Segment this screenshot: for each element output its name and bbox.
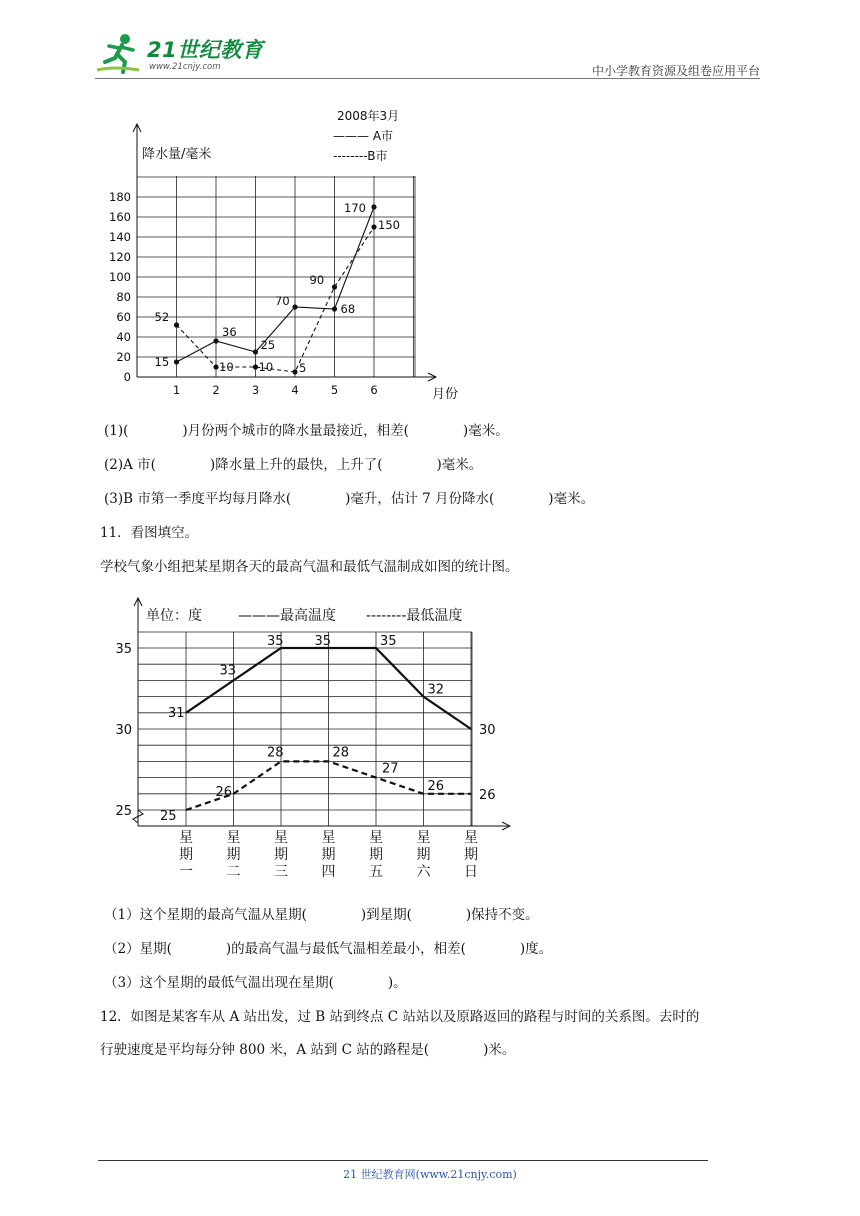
x-tick-label: 4 bbox=[291, 383, 299, 397]
x-tick-label: 三 bbox=[274, 864, 288, 880]
x-tick-label: 五 bbox=[369, 864, 383, 880]
y-tick-label: 30 bbox=[115, 723, 132, 738]
question-12-line1: 12．如图是某客车从 A 站出发，过 B 站到终点 C 站站以及原路返回的路程与时间的关系图。去时的 bbox=[100, 1009, 700, 1025]
x-tick-label: 星 bbox=[179, 830, 193, 846]
x-tick-label: 一 bbox=[179, 864, 193, 880]
data-label: 27 bbox=[382, 761, 399, 777]
header-divider bbox=[95, 78, 760, 79]
rainfall-line-chart bbox=[100, 100, 460, 400]
data-label: 36 bbox=[222, 325, 237, 339]
y-tick-label: 140 bbox=[109, 230, 131, 244]
data-label: 70 bbox=[275, 294, 290, 308]
chart2-unit: 单位：度 bbox=[146, 608, 202, 624]
footer-text: 21 世纪教育网(www.21cnjy.com) bbox=[343, 1168, 517, 1181]
x-tick-label: 5 bbox=[330, 383, 339, 397]
question-11-2: （2）星期( )的最高气温与最低气温相差最小，相差( )度。 bbox=[104, 941, 553, 957]
data-point bbox=[253, 364, 258, 369]
chart2-legend-low: --------最低温度 bbox=[366, 608, 463, 624]
x-tick-label: 星 bbox=[274, 830, 288, 846]
data-point bbox=[253, 349, 258, 354]
x-tick-label: 星 bbox=[416, 830, 431, 846]
data-label: 30 bbox=[479, 723, 496, 738]
data-point bbox=[371, 224, 376, 229]
x-tick-label: 期 bbox=[369, 847, 383, 863]
x-tick-label: 星 bbox=[226, 830, 241, 846]
chart1-data-labels bbox=[155, 201, 400, 375]
question-11-3: （3）这个星期的最低气温出现在星期( )。 bbox=[104, 975, 407, 991]
data-label: 25 bbox=[260, 338, 276, 352]
data-label: 26 bbox=[427, 778, 445, 794]
question-10-2: (2)A 市( )降水量上升的最快，上升了( )毫米。 bbox=[104, 457, 483, 473]
data-label: 52 bbox=[154, 310, 170, 324]
y-tick-label: 40 bbox=[116, 330, 131, 344]
question-12-line2: 行驶速度是平均每分钟 800 米，A 站到 C 站的路程是( )米。 bbox=[100, 1042, 516, 1058]
y-tick-label: 180 bbox=[109, 190, 131, 204]
y-tick-label: 25 bbox=[115, 804, 132, 819]
data-label: 90 bbox=[309, 273, 325, 287]
data-label: 68 bbox=[340, 302, 356, 316]
chart1-ylabel: 降水量/毫米 bbox=[142, 147, 212, 162]
x-tick-label: 日 bbox=[464, 864, 478, 880]
data-label: 35 bbox=[267, 634, 284, 649]
x-tick-label: 期 bbox=[321, 847, 336, 863]
series-line-a bbox=[177, 207, 375, 362]
data-label: 170 bbox=[344, 201, 366, 215]
x-tick-label: 星 bbox=[321, 830, 336, 846]
x-tick-label: 星 bbox=[369, 830, 383, 846]
y-tick-label: 35 bbox=[115, 642, 132, 657]
y-tick-label: 160 bbox=[109, 210, 131, 224]
data-label: 26 bbox=[215, 784, 233, 800]
chart1-xlabel: 月份 bbox=[432, 387, 459, 400]
data-label: 15 bbox=[154, 355, 170, 369]
data-label: 33 bbox=[219, 663, 237, 679]
data-label: 150 bbox=[378, 218, 400, 232]
chart1-title: 2008年3月 bbox=[337, 109, 400, 123]
data-label: 31 bbox=[168, 705, 185, 721]
x-tick-label: 期 bbox=[274, 847, 288, 863]
x-tick-label: 期 bbox=[416, 847, 431, 863]
x-tick-label: 1 bbox=[172, 383, 181, 397]
question-10-3: (3)B 市第一季度平均每月降水( )毫升，估计 7 月份降水( )毫米。 bbox=[104, 491, 595, 507]
chart1-series bbox=[174, 204, 377, 374]
data-point bbox=[213, 338, 218, 343]
y-tick-label: 20 bbox=[116, 350, 131, 364]
data-point bbox=[213, 364, 218, 369]
chart1-tick-labels bbox=[109, 190, 378, 397]
x-tick-label: 3 bbox=[251, 383, 260, 397]
y-tick-label: 0 bbox=[123, 370, 131, 384]
data-label: 26 bbox=[479, 787, 496, 803]
y-tick-label: 120 bbox=[109, 250, 131, 264]
question-10-1: (1)( )月份两个城市的降水量最接近，相差( )毫米。 bbox=[104, 423, 509, 439]
footer-divider bbox=[98, 1160, 708, 1161]
data-point bbox=[332, 284, 337, 289]
data-point bbox=[292, 304, 297, 309]
data-point bbox=[371, 204, 376, 209]
data-label: 28 bbox=[332, 745, 350, 761]
page-header bbox=[95, 30, 760, 80]
x-tick-label: 6 bbox=[370, 383, 378, 397]
data-label: 28 bbox=[267, 745, 284, 761]
temperature-line-chart bbox=[100, 592, 520, 892]
question-11-title: 11．看图填空。 bbox=[100, 525, 199, 541]
data-label: 10 bbox=[258, 360, 274, 374]
data-point bbox=[174, 359, 179, 364]
x-tick-label: 期 bbox=[464, 847, 478, 863]
header-platform-text: 中小学教育资源及组卷应用平台 bbox=[591, 64, 760, 78]
y-tick-label: 60 bbox=[116, 310, 131, 324]
data-point bbox=[292, 369, 297, 374]
x-tick-label: 二 bbox=[226, 864, 241, 880]
data-label: 35 bbox=[380, 634, 397, 649]
runner-logo-icon bbox=[95, 30, 147, 76]
chart2-axes bbox=[133, 598, 510, 830]
x-tick-label: 四 bbox=[321, 864, 336, 880]
logo bbox=[95, 30, 265, 78]
data-label: 25 bbox=[160, 809, 177, 824]
chart1-legend-a: ——— A市 bbox=[333, 129, 394, 143]
logo-text: 21世纪教育 bbox=[147, 38, 264, 62]
chart1-axes bbox=[133, 124, 436, 381]
data-point bbox=[174, 322, 179, 327]
chart2-grid bbox=[138, 632, 472, 826]
x-tick-label: 星 bbox=[464, 830, 478, 846]
x-tick-label: 六 bbox=[416, 864, 431, 880]
x-tick-label: 2 bbox=[212, 383, 220, 397]
question-11-1: （1）这个星期的最高气温从星期( )到星期( )保持不变。 bbox=[104, 907, 539, 923]
logo-url: www.21cnjy.com bbox=[149, 62, 221, 72]
x-tick-label: 期 bbox=[226, 847, 241, 863]
x-tick-label: 期 bbox=[179, 847, 193, 863]
data-label: 5 bbox=[299, 361, 307, 375]
data-point bbox=[332, 306, 337, 311]
y-tick-label: 80 bbox=[116, 290, 131, 304]
chart1-legend-b: --------B市 bbox=[333, 149, 388, 163]
y-tick-label: 100 bbox=[109, 270, 131, 284]
data-label: 10 bbox=[219, 360, 234, 374]
data-label: 32 bbox=[427, 682, 445, 698]
question-11-intro: 学校气象小组把某星期各天的最高气温和最低气温制成如图的统计图。 bbox=[100, 559, 519, 575]
chart2-legend-high: ———最高温度 bbox=[238, 608, 336, 624]
data-label: 35 bbox=[314, 634, 332, 649]
